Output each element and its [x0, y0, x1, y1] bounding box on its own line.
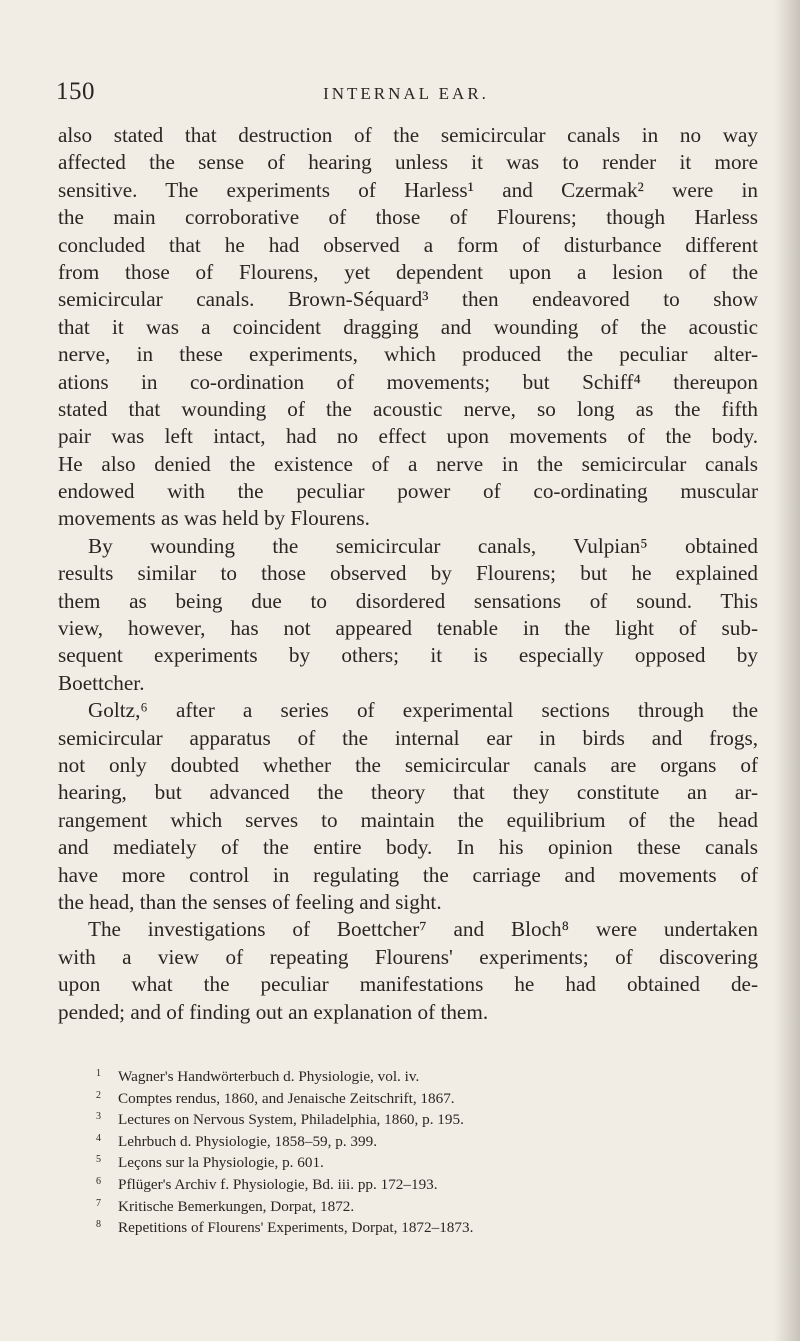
text-line: the head, than the senses of feeling and sight.	[58, 889, 442, 914]
text-line: sequent experiments by others; it is especially opposed by	[58, 643, 758, 668]
text-line: semicircular apparatus of the internal ear in birds and frogs,	[58, 725, 758, 750]
text-line: stated that wounding of the acoustic nerve, so long as the fifth	[58, 396, 758, 421]
page-edge-shadow	[774, 0, 800, 1341]
footnote-text: Leçons sur la Physiologie, p. 601.	[118, 1154, 324, 1171]
footnote-text: Pflüger's Archiv f. Physiologie, Bd. iii. pp. 172–193.	[118, 1175, 438, 1193]
footnote-mark: 7	[96, 1197, 101, 1209]
text-line: By wounding the semicircular canals, Vulpian⁵ obtained	[88, 533, 758, 558]
footnote	[96, 1171, 776, 1193]
text-line: nerve, in these experiments, which produced the peculiar alter-	[58, 342, 758, 367]
text-line: He also denied the existence of a nerve in the semicircular canals	[58, 451, 758, 476]
page-header	[56, 78, 756, 112]
footnote	[96, 1149, 776, 1171]
footnote-text: Comptes rendus, 1860, and Jenaische Zeitschrift, 1867.	[118, 1089, 455, 1107]
footnote-mark: 2	[96, 1089, 101, 1101]
text-line: Goltz,⁶ after a series of experimental sections through the	[88, 698, 758, 723]
text-line: from those of Flourens, yet dependent upon a lesion of the	[58, 259, 758, 284]
text-line: the main corroborative of those of Flourens; though Harless	[58, 205, 758, 230]
footnotes	[96, 1063, 776, 1236]
text-line: rangement which serves to maintain the equilibrium of the head	[58, 807, 758, 832]
footnote	[96, 1085, 776, 1107]
text-line: that it was a coincident dragging and wounding of the acoustic	[58, 314, 758, 339]
text-line: view, however, has not appeared tenable in the light of sub-	[58, 616, 758, 641]
text-line: them as being due to disordered sensations of sound. This	[58, 588, 758, 613]
text-line: The investigations of Boettcher⁷ and Bloch⁸ were undertaken	[88, 917, 758, 942]
text-line: upon what the peculiar manifestations he had obtained de-	[58, 972, 758, 997]
text-line: not only doubted whether the semicircular canals are organs of	[58, 752, 758, 777]
footnote-mark: 4	[96, 1132, 101, 1144]
footnote-text: Wagner's Handwörterbuch d. Physiologie, vol. iv.	[118, 1068, 420, 1085]
footnote	[96, 1193, 776, 1215]
page-number: 150	[56, 78, 95, 105]
text-line: sensitive. The experiments of Harless¹ and Czermak² were in	[58, 177, 758, 202]
text-line: semicircular canals. Brown-Séquard³ then endeavored to show	[58, 287, 758, 312]
text-line: have more control in regulating the carriage and movements of	[58, 862, 758, 887]
footnote-mark: 6	[96, 1175, 101, 1187]
text-line: hearing, but advanced the theory that they constitute an ar-	[58, 780, 758, 805]
footnote-mark: 1	[96, 1068, 101, 1079]
footnote-text: Lehrbuch d. Physiologie, 1858–59, p. 399.	[118, 1132, 378, 1150]
body-text	[58, 122, 758, 1026]
text-line: and mediately of the entire body. In his opinion these canals	[58, 835, 758, 860]
text-line: Boettcher.	[58, 670, 145, 695]
footnote	[96, 1106, 776, 1128]
text-line: also stated that destruction of the semicircular canals in no way	[58, 123, 758, 147]
footnote	[96, 1128, 776, 1150]
footnote-mark: 5	[96, 1154, 101, 1166]
text-line: concluded that he had observed a form of disturbance different	[58, 232, 758, 257]
running-head: INTERNAL EAR.	[323, 84, 489, 103]
text-line: results similar to those observed by Flourens; but he explained	[58, 561, 758, 586]
text-line: endowed with the peculiar power of co-ordinating muscular	[58, 479, 758, 504]
text-line: with a view of repeating Flourens' experiments; of discovering	[58, 944, 758, 969]
footnote	[96, 1063, 776, 1085]
footnote-mark: 8	[96, 1219, 101, 1231]
text-line: movements as was held by Flourens.	[58, 506, 370, 531]
footnote-text: Lectures on Nervous System, Philadelphia, 1860, p. 195.	[118, 1111, 464, 1128]
footnote	[96, 1214, 776, 1236]
footnote-text: Repetitions of Flourens' Experiments, Dorpat, 1872–1873.	[118, 1219, 474, 1236]
footnote-mark: 3	[96, 1111, 101, 1123]
text-line: affected the sense of hearing unless it was to render it more	[58, 150, 758, 175]
text-line: pair was left intact, had no effect upon movements of the body.	[58, 424, 758, 449]
footnote-text: Kritische Bemerkungen, Dorpat, 1872.	[118, 1197, 355, 1215]
text-line: pended; and of finding out an explanation of them.	[58, 999, 489, 1024]
text-line: ations in co-ordination of movements; but Schiff⁴ thereupon	[58, 369, 758, 394]
